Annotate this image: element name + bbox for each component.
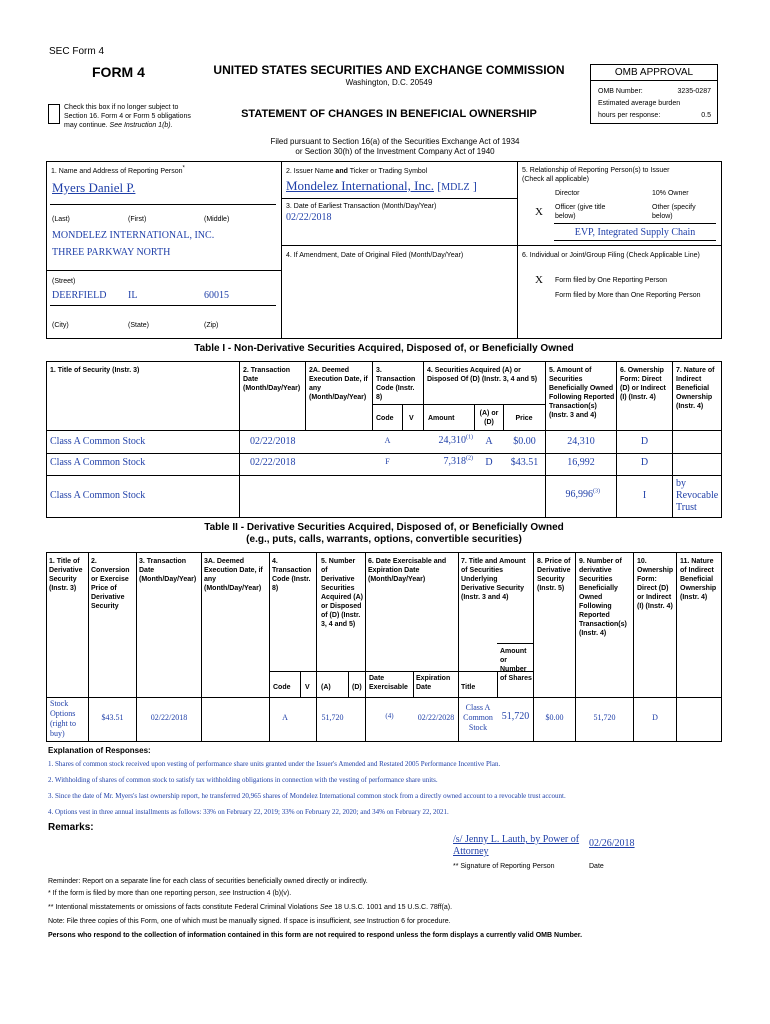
t1-h5: 5. Amount of Securities Beneficially Owned Following Reported Transaction(s) (Instr. 3 and 4) (549, 367, 615, 419)
t2-d: (D) (352, 684, 362, 691)
signature: /s/ Jenny L. Lauth, by Power of Attorney (453, 834, 580, 857)
reminder: Reminder: Report on a separate line for each class of securities beneficially owned directly or indirectly. (48, 878, 368, 885)
t1-row1-price: $0.00 (513, 436, 536, 447)
t2-row-exercisable: (4) (385, 712, 394, 720)
t2-h1: 1. Title of Derivative Security (Instr. 3) (49, 558, 83, 592)
t2-h10: 10. Ownership Form: Direct (D) or Indirect (I) (Instr. 4) (637, 558, 674, 610)
t1-h6: 6. Ownership Form: Direct (D) or Indirect (I) (Instr. 4) (620, 367, 666, 401)
t1-row1-amount: 24,310$^{(1)}$ (438, 434, 473, 446)
note-1: * If the form is filed by more than one reporting person, see Instruction 4 (b)(v). (48, 890, 292, 897)
city-value: DEERFIELD (52, 290, 107, 301)
t2-date-exercisable: Date Exercisable (369, 675, 408, 691)
signature-date: 02/26/2018 (589, 838, 635, 849)
zip-value: 60015 (204, 290, 229, 301)
t1-h4: 4. Securities Acquired (A) or Disposed Of (D) (Instr. 3, 4 and 5) (427, 367, 538, 383)
t2-row-ul-amount: 51,720 (501, 711, 530, 722)
omb-number: 3235-0287 (677, 88, 711, 95)
filing-one-label: Form filed by One Reporting Person (555, 277, 668, 284)
t2-row-price: $43.51 (101, 713, 124, 722)
t1-row1-code: A (384, 436, 391, 445)
checkbox-text: Check this box if no longer subject to Section 16. Form 4 or Form 5 obligations may continue. See Instruction 1(b). (64, 104, 191, 129)
remarks-title: Remarks: (48, 822, 94, 833)
t1-row2-title: Class A Common Stock (50, 457, 146, 468)
t1-h1: 1. Title of Security (Instr. 3) (50, 367, 140, 374)
omb-approval-box (590, 64, 718, 124)
t2-h4: 4. Transaction Code (Instr. 8) (272, 558, 312, 592)
omb-hours-label: hours per response: (598, 112, 661, 119)
commission-city: Washington, D.C. 20549 (345, 78, 433, 87)
t1-row2-code: F (385, 457, 390, 466)
explanation-1: 1. Shares of common stock received upon vesting of performance share units granted under the Issuer's Amended and Restated 2005 Performance Incentive Plan. (48, 760, 501, 768)
t1-row2-date: 02/22/2018 (250, 457, 296, 468)
filing-more-label: Form filed by More than One Reporting Person (555, 292, 701, 299)
t2-row-code: A (282, 713, 288, 722)
t2-h8: 8. Price of Derivative Security (Instr. 5) (537, 558, 571, 592)
no-longer-subject-checkbox[interactable] (48, 104, 60, 124)
t1-row2-price: $43.51 (510, 457, 539, 468)
issuer-label: 2. Issuer Name and Ticker or Trading Symbol (286, 168, 428, 175)
t2-row-a: 51,720 (321, 713, 344, 722)
reporting-company: MONDELEZ INTERNATIONAL, INC. (52, 230, 215, 241)
earliest-date-label: 3. Date of Earliest Transaction (Month/Day/Year) (286, 203, 437, 210)
officer-label: Officer (give title below) (555, 204, 606, 220)
t2-amount-shares: Amount or Number of Shares (500, 648, 532, 682)
t1-amount: Amount (428, 415, 455, 422)
t1-row1-title: Class A Common Stock (50, 436, 146, 447)
t2-h3a: 3A. Deemed Execution Date, if any (Month/Day/Year) (204, 558, 263, 592)
omb-burden-label: Estimated average burden (598, 100, 681, 107)
t2-row-title: Stock Options (right to buy) (50, 699, 76, 738)
state-value: IL (128, 290, 138, 301)
t2-h11: 11. Nature of Indirect Beneficial Ownership (Instr. 4) (680, 558, 717, 601)
t1-row3-nature: by Revocable Trust (676, 478, 719, 513)
explanation-3: 3. Since the date of Mr. Myers's last ownership report, he transferred 20,965 shares of Mondelez International common stock from a directly owned account to a revocable trust account. (48, 792, 566, 800)
t1-row1-form: D (640, 436, 649, 447)
t2-row-der-price: $0.00 (545, 713, 564, 722)
t2-row-expiration: 02/22/2028 (417, 713, 455, 722)
city-label: (City) (52, 322, 69, 329)
officer-title: EVP, Integrated Supply Chain (574, 227, 696, 238)
t2-h3: 3. Transaction Date (Month/Day/Year) (139, 558, 197, 583)
t2-row-form: D (652, 713, 658, 722)
persons-notice: Persons who respond to the collection of information contained in this form are not required to respond unless the form displays a currently valid OMB Number. (48, 932, 583, 939)
t1-h2a: 2A. Deemed Execution Date, if any (Month/Day/Year) (309, 367, 368, 401)
explanation-2: 2. Withholding of shares of common stock to satisfy tax withholding obligations in connection with the vesting of performance share units. (48, 776, 438, 784)
omb-number-label: OMB Number: (598, 88, 643, 95)
omb-hours: 0.5 (701, 112, 711, 119)
t2-v: V (305, 684, 310, 691)
t1-code: Code (376, 415, 394, 422)
form-title: FORM 4 (92, 64, 145, 80)
t2-a: (A) (321, 684, 331, 691)
note-3: Note: File three copies of this Form, one of which must be manually signed. If space is insufficient, see Instruction 6 for procedure. (48, 918, 451, 925)
earliest-date: 02/22/2018 (286, 212, 332, 223)
explanation-4: 4. Options vest in three annual installments as follows: 33% on February 22, 2019; 33% on February 22, 2020; and 34% on February 22, 2021. (48, 808, 449, 816)
signature-date-label: Date (589, 863, 604, 870)
t1-row3-title: Class A Common Stock (50, 490, 146, 501)
zip-label: (Zip) (204, 322, 219, 329)
last-label: (Last) (52, 216, 70, 223)
t1-price: Price (515, 415, 533, 422)
explanation-title: Explanation of Responses: (48, 746, 151, 755)
middle-label: (Middle) (204, 216, 230, 223)
state-label: (State) (128, 322, 150, 329)
t1-row2-ad: D (485, 457, 493, 468)
statement-title: STATEMENT OF CHANGES IN BENEFICIAL OWNERSHIP (241, 108, 537, 120)
t2-h2: 2. Conversion or Exercise Price of Derivative Security (91, 558, 130, 610)
t2-expiration: Expiration Date (416, 675, 451, 691)
t1-row2-amount: 7,318$^{(2)}$ (443, 455, 473, 467)
t1-h2: 2. Transaction Date (Month/Day/Year) (243, 367, 301, 392)
relationship-label: 5. Relationship of Reporting Person(s) to Issuer (Check all applicable) (522, 167, 670, 183)
t1-v: V (409, 415, 414, 422)
note-2: ** Intentional misstatements or omissions of facts constitute Federal Criminal Violations See 18 U.S.C. 1001 and 15 U.S.C. 78ff(a). (48, 904, 453, 911)
t1-row2-owned: 16,992 (567, 457, 595, 468)
t1-ad: (A) or (D) (479, 410, 499, 426)
other-label: Other (specify below) (652, 204, 696, 220)
t1-row3-owned: 96,996$^{(3)}$ (565, 488, 600, 500)
t2-row-ul-title: Class A Common Stock (463, 703, 493, 732)
director-label: Director (555, 190, 580, 197)
t1-row2-form: D (640, 457, 649, 468)
t1-h7: 7. Nature of Indirect Beneficial Ownership (Instr. 4) (676, 367, 715, 410)
t2-h6: 6. Date Exercisable and Expiration Date (Month/Day/Year) (368, 558, 447, 583)
t2-h7: 7. Title and Amount of Securities Underlying Derivative Security (Instr. 3 and 4) (461, 558, 526, 601)
officer-checkmark[interactable]: X (535, 206, 543, 218)
reporting-person-name[interactable]: Myers Daniel P. (52, 180, 136, 195)
t1-h3: 3. Transaction Code (Instr. 8) (376, 367, 416, 401)
t2-row-owned: 51,720 (593, 713, 616, 722)
first-label: (First) (128, 216, 147, 223)
t1-row3-form: I (642, 490, 647, 501)
reporting-address: THREE PARKWAY NORTH (52, 247, 171, 258)
commission-title: UNITED STATES SECURITIES AND EXCHANGE COMMISSION (213, 63, 565, 77)
signature-label: ** Signature of Reporting Person (453, 863, 555, 870)
filing-one-checkmark[interactable]: X (535, 274, 543, 286)
issuer-name: Mondelez International, Inc. [MDLZ ] (286, 178, 477, 193)
sec-form-label: SEC Form 4 (49, 46, 105, 57)
t1-row1-ad: A (485, 436, 493, 447)
filed-pursuant: Filed pursuant to Section 16(a) of the Securities Exchange Act of 1934 or Section 30(h) of the Investment Company Act of 1940 (270, 137, 520, 156)
t2-title: Title (461, 684, 476, 691)
t2-h5: 5. Number of Derivative Securities Acquired (A) or Disposed of (D) (Instr. 3, 4 and 5) (321, 558, 363, 628)
table2-title: Table II - Derivative Securities Acquired, Disposed of, or Beneficially Owned (e.g., puts, calls, warrants, options, convertible securities) (204, 522, 564, 545)
t2-h9: 9. Number of derivative Securities Beneficially Owned Following Reported Transaction(s) (Instr. 4) (579, 558, 627, 637)
filing-label: 6. Individual or Joint/Group Filing (Check Applicable Line) (522, 252, 700, 259)
t1-row1-owned: 24,310 (567, 436, 595, 447)
omb-title: OMB APPROVAL (591, 65, 717, 81)
reporting-person-label: 1. Name and Address of Reporting Person* (51, 165, 185, 175)
amendment-label: 4. If Amendment, Date of Original Filed (Month/Day/Year) (286, 252, 464, 259)
t1-row1-date: 02/22/2018 (250, 436, 296, 447)
table1-title: Table I - Non-Derivative Securities Acquired, Disposed of, or Beneficially Owned (194, 343, 574, 354)
t2-row-date: 02/22/2018 (150, 713, 188, 722)
ten-percent-owner-label: 10% Owner (652, 190, 689, 197)
t2-code: Code (273, 684, 291, 691)
street-label: (Street) (52, 278, 76, 285)
